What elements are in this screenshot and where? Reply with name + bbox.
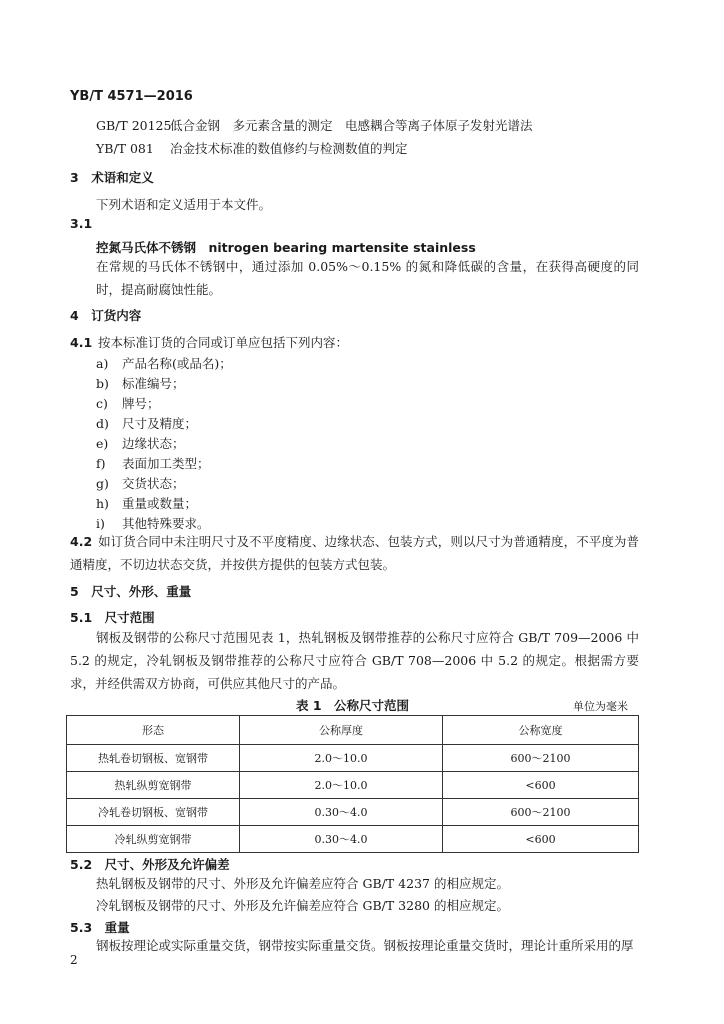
table-row [67, 799, 639, 826]
list-text: 表面加工类型； [122, 456, 210, 471]
table-cell: 热轧纵剪宽钢带 [67, 772, 240, 799]
clause-number-3-1: 3.1 [70, 216, 93, 231]
section-heading-4: 4 订货内容 [70, 308, 142, 323]
table-cell: 600～2100 [443, 799, 639, 826]
table-unit: 单位为毫米 [573, 700, 628, 713]
clause-number: 4.2 [70, 534, 93, 549]
list-marker: g) [96, 476, 109, 491]
list-item [96, 414, 197, 432]
list-text: 交货状态； [122, 476, 185, 491]
list-marker: a) [96, 356, 109, 371]
list-text: 尺寸及精度； [122, 416, 198, 431]
table-row [67, 826, 639, 853]
document-header: YB/T 4571—2016 [70, 89, 193, 104]
clause-heading-5-3: 5.3 重量 [70, 920, 130, 935]
clause-5-2-line: 热轧钢板及钢带的尺寸、外形及允许偏差应符合 GB/T 4237 的相应规定。 [96, 876, 509, 891]
clause-4-2 [70, 530, 639, 576]
table-cell: 600～2100 [443, 745, 639, 772]
reference-title: 低合金钢 多元素含量的测定 电感耦合等离子体原子发射光谱法 [170, 118, 533, 133]
term-definition: 在常规的马氏体不锈钢中，通过添加 0.05%～0.15% 的氮和降低碳的含量，在获得高硬度的同时，提高耐腐蚀性能。 [96, 259, 639, 297]
section-heading-5: 5 尺寸、外形、重量 [70, 584, 192, 599]
list-item [96, 454, 210, 472]
clause-heading-5-2: 5.2 尺寸、外形及允许偏差 [70, 857, 230, 872]
table-cell: 冷轧纵剪宽钢带 [67, 826, 240, 853]
list-text: 产品名称(或品名)； [122, 356, 232, 371]
list-text: 重量或数量； [122, 496, 198, 511]
table-row [67, 745, 639, 772]
table-title: 表 1 公称尺寸范围 [296, 698, 410, 713]
term-title: 控氮马氏体不锈钢 nitrogen bearing martensite stainless [96, 240, 476, 255]
table-header-cell: 公称宽度 [443, 716, 639, 745]
reference-line [96, 137, 408, 160]
list-text: 牌号； [122, 396, 160, 411]
list-item [96, 474, 185, 492]
clause-number: 4.1 [70, 335, 93, 350]
list-item [96, 354, 232, 372]
table-cell: 热轧卷切钢板、宽钢带 [67, 745, 240, 772]
section-heading-3: 3 术语和定义 [70, 170, 154, 185]
table-cell: 2.0～10.0 [240, 772, 443, 799]
table-header-cell: 形态 [67, 716, 240, 745]
reference-code: YB/T 081 [96, 141, 154, 156]
section-3-intro: 下列术语和定义适用于本文件。 [96, 197, 272, 212]
reference-line [96, 114, 533, 137]
nominal-size-table [66, 715, 639, 853]
reference-code: GB/T 20125 [96, 118, 172, 133]
clause-5-3-text: 钢板按理论或实际重量交货，钢带按实际重量交货。钢板按理论重量交货时，理论计重所采用的厚 [96, 938, 634, 953]
list-item [96, 434, 185, 452]
clause-heading-5-1: 5.1 尺寸范围 [70, 610, 155, 625]
clause-4-1 [70, 331, 348, 354]
table-cell: <600 [443, 772, 639, 799]
table-row [67, 772, 639, 799]
list-text: 其他特殊要求。 [122, 516, 210, 531]
reference-title: 冶金技术标准的数值修约与检测数值的判定 [170, 141, 408, 156]
clause-text: 如订货合同中未注明尺寸及不平度精度、边缘状态、包装方式，则以尺寸为普通精度，不平度为普通精度，不切边状态交货，并按供方提供的包装方式包装。 [70, 534, 639, 572]
list-marker: f) [96, 456, 106, 471]
table-cell: 0.30～4.0 [240, 799, 443, 826]
clause-5-2-line: 冷轧钢板及钢带的尺寸、外形及允许偏差应符合 GB/T 3280 的相应规定。 [96, 898, 509, 913]
table-header-row [67, 716, 639, 745]
page-number: 2 [70, 953, 78, 967]
list-item [96, 494, 197, 512]
list-marker: b) [96, 376, 109, 391]
list-marker: i) [96, 516, 105, 531]
list-text: 标准编号； [122, 376, 185, 391]
list-marker: h) [96, 496, 109, 511]
list-marker: c) [96, 396, 108, 411]
clause-5-1-text: 钢板及钢带的公称尺寸范围见表 1，热轧钢板及钢带推荐的公称尺寸应符合 GB/T 709—2006 中 5.2 的规定，冷轧钢板及钢带推荐的公称尺寸应符合 GB/T 708—2006 中 5.2 的规定。根据需方要求，并经供需双方协商，可供应其他尺寸的产品。 [70, 630, 639, 691]
table-cell: 0.30～4.0 [240, 826, 443, 853]
list-marker: e) [96, 436, 109, 451]
list-item [96, 394, 160, 412]
clause-text: 按本标准订货的合同或订单应包括下列内容： [98, 335, 349, 350]
list-text: 边缘状态； [122, 436, 185, 451]
list-marker: d) [96, 416, 109, 431]
list-item [96, 374, 185, 392]
table-cell: <600 [443, 826, 639, 853]
table-cell: 2.0～10.0 [240, 745, 443, 772]
table-cell: 冷轧卷切钢板、宽钢带 [67, 799, 240, 826]
table-header-cell: 公称厚度 [240, 716, 443, 745]
